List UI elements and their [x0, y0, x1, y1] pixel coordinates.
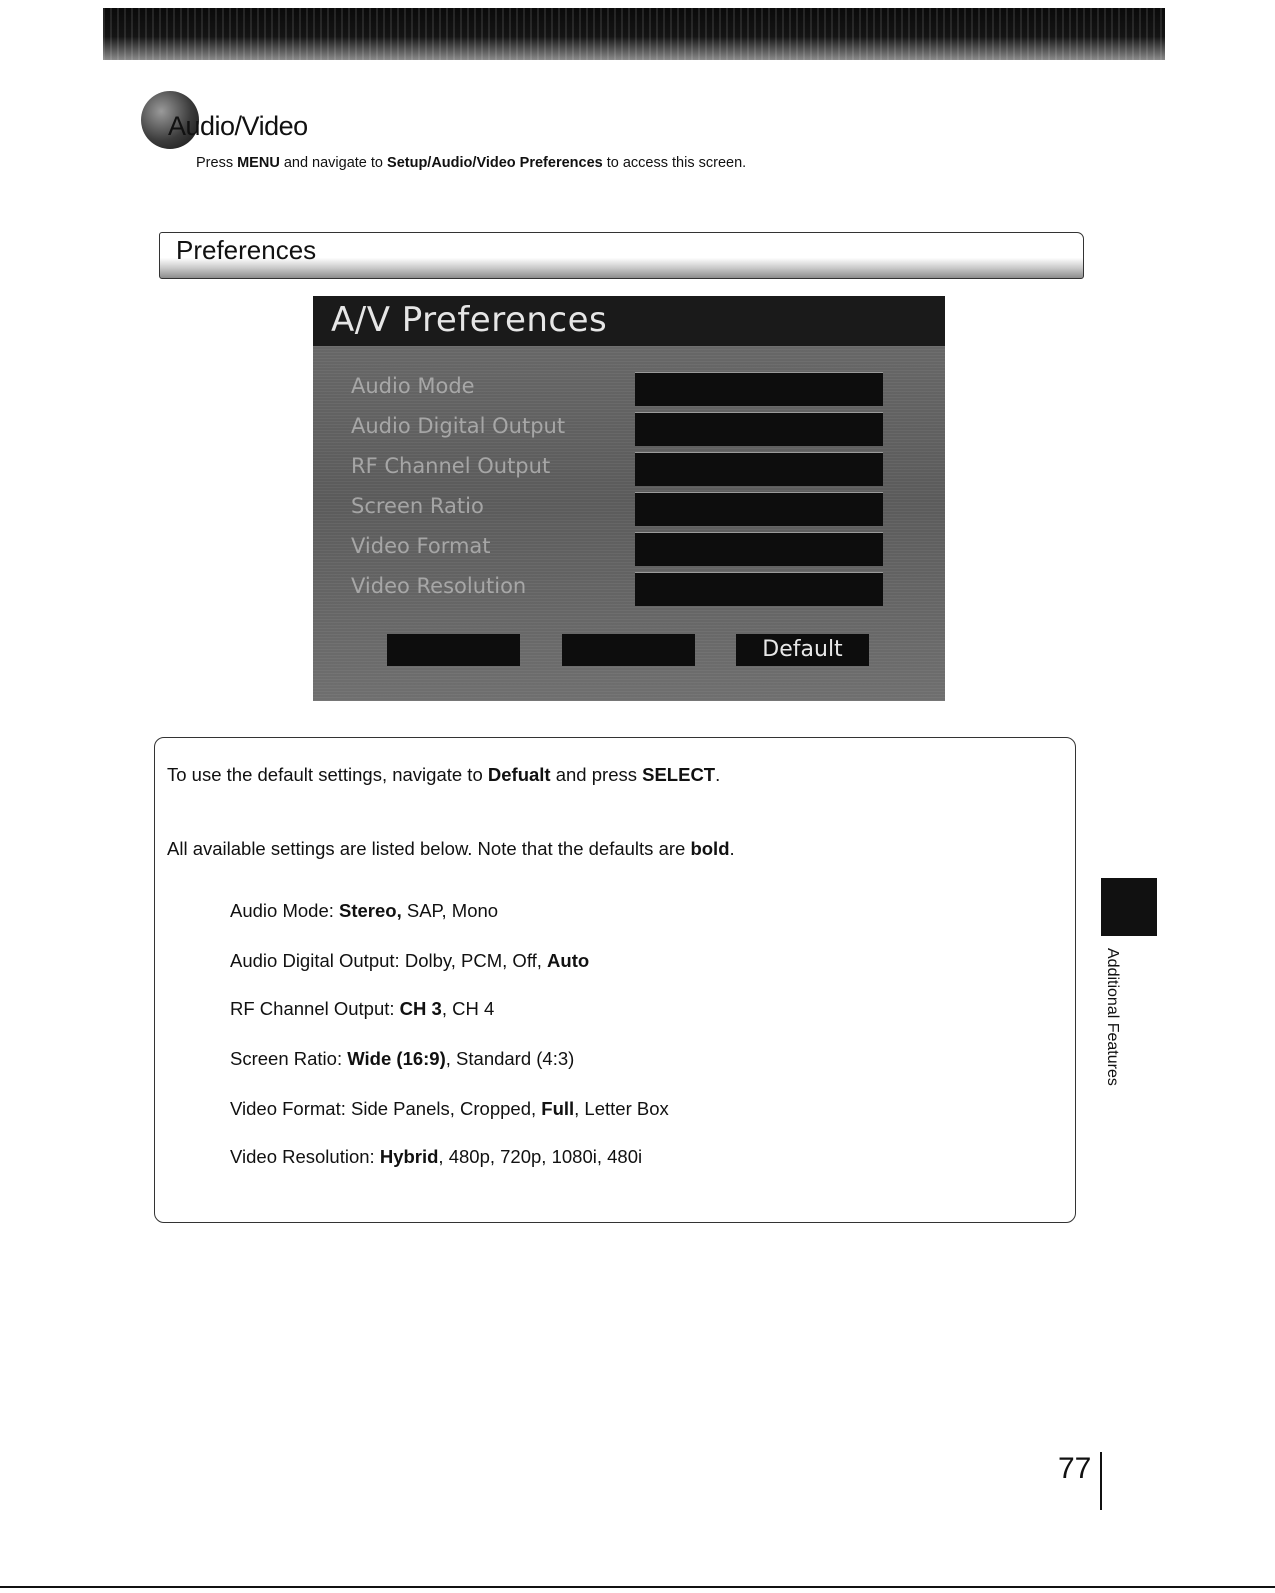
option-values: SAP, Mono — [401, 900, 499, 921]
setting-label: Video Format — [351, 534, 491, 558]
setting-value-box[interactable] — [635, 412, 883, 446]
instruction-bold: Defualt — [487, 764, 551, 785]
intro-text — [196, 155, 746, 171]
footer-rule — [0, 1586, 1275, 1588]
option-label: Screen Ratio: — [230, 1048, 348, 1069]
option-values: , Letter Box — [574, 1098, 669, 1119]
settings-note — [167, 838, 735, 860]
setting-row-video-resolution[interactable] — [313, 570, 945, 610]
screen-button-blank-2[interactable] — [562, 634, 695, 666]
option-default: Full — [541, 1098, 575, 1119]
settings-info-box — [154, 737, 1076, 1223]
option-default: CH 3 — [399, 998, 442, 1019]
option-video-format — [230, 1098, 669, 1120]
section-tab-marker — [1101, 878, 1157, 936]
section-title: Audio/Video — [168, 111, 308, 141]
option-label: Video Format: — [230, 1098, 351, 1119]
note-bold: bold — [690, 838, 730, 859]
option-label: Audio Mode: — [230, 900, 340, 921]
setting-value-box[interactable] — [635, 452, 883, 486]
setting-label: RF Channel Output — [351, 454, 551, 478]
option-values: Side Panels, Cropped, — [351, 1098, 542, 1119]
page-number-rule — [1100, 1452, 1102, 1510]
setting-value-box[interactable] — [635, 572, 883, 606]
screen-title-bar — [313, 296, 945, 346]
intro-text-part: to access this screen. — [602, 155, 747, 171]
option-default: Wide (16:9) — [347, 1048, 446, 1069]
option-rf-channel-output — [230, 998, 494, 1020]
screen-button-blank-1[interactable] — [387, 634, 520, 666]
preferences-header — [159, 232, 1084, 279]
option-audio-digital-output — [230, 950, 589, 972]
option-label: Video Resolution: — [230, 1146, 380, 1167]
setting-row-screen-ratio[interactable] — [313, 490, 945, 530]
setting-value-box[interactable] — [635, 492, 883, 526]
setting-label: Video Resolution — [351, 574, 527, 598]
option-screen-ratio — [230, 1048, 574, 1070]
option-default: Hybrid — [379, 1146, 439, 1167]
section-tab-label: Additional Features — [1104, 948, 1121, 1086]
setting-label: Audio Digital Output — [351, 414, 566, 438]
setting-row-rf-channel-output[interactable] — [313, 450, 945, 490]
instruction-bold: SELECT — [642, 764, 716, 785]
intro-text-part: and navigate to — [279, 155, 388, 171]
option-label: RF Channel Output: — [230, 998, 400, 1019]
header-band — [103, 8, 1165, 60]
option-values: , CH 4 — [441, 998, 495, 1019]
setting-value-box[interactable] — [635, 532, 883, 566]
intro-menu-path: Setup/Audio/Video Preferences — [387, 155, 603, 171]
option-default: Stereo, — [339, 900, 402, 921]
setting-value-box[interactable] — [635, 372, 883, 406]
instruction-text: . — [715, 764, 721, 785]
preferences-header-title: Preferences — [176, 235, 317, 265]
av-preferences-screenshot — [313, 296, 945, 701]
setting-row-audio-digital-output[interactable] — [313, 410, 945, 450]
default-button[interactable]: Default — [736, 634, 869, 666]
intro-menu-key: MENU — [237, 155, 280, 171]
setting-row-video-format[interactable] — [313, 530, 945, 570]
note-text: . — [729, 838, 735, 859]
instruction-text: To use the default settings, navigate to — [167, 764, 488, 785]
page-number: 77 — [1058, 1452, 1092, 1485]
instruction-text: and press — [550, 764, 643, 785]
option-values: , 480p, 720p, 1080i, 480i — [438, 1146, 643, 1167]
setting-label: Screen Ratio — [351, 494, 484, 518]
option-label: Audio Digital Output: — [230, 950, 405, 971]
screen-title: A/V Preferences — [331, 300, 608, 340]
setting-label: Audio Mode — [351, 374, 475, 398]
option-values: , Standard (4:3) — [445, 1048, 575, 1069]
option-default: Auto — [547, 950, 590, 971]
option-video-resolution — [230, 1146, 642, 1168]
option-values: Dolby, PCM, Off, — [404, 950, 548, 971]
intro-text-part: Press — [196, 155, 238, 171]
note-text: All available settings are listed below. Note that the defaults are — [167, 838, 691, 859]
default-instruction — [167, 764, 720, 786]
setting-row-audio-mode[interactable] — [313, 370, 945, 410]
option-audio-mode — [230, 900, 498, 922]
